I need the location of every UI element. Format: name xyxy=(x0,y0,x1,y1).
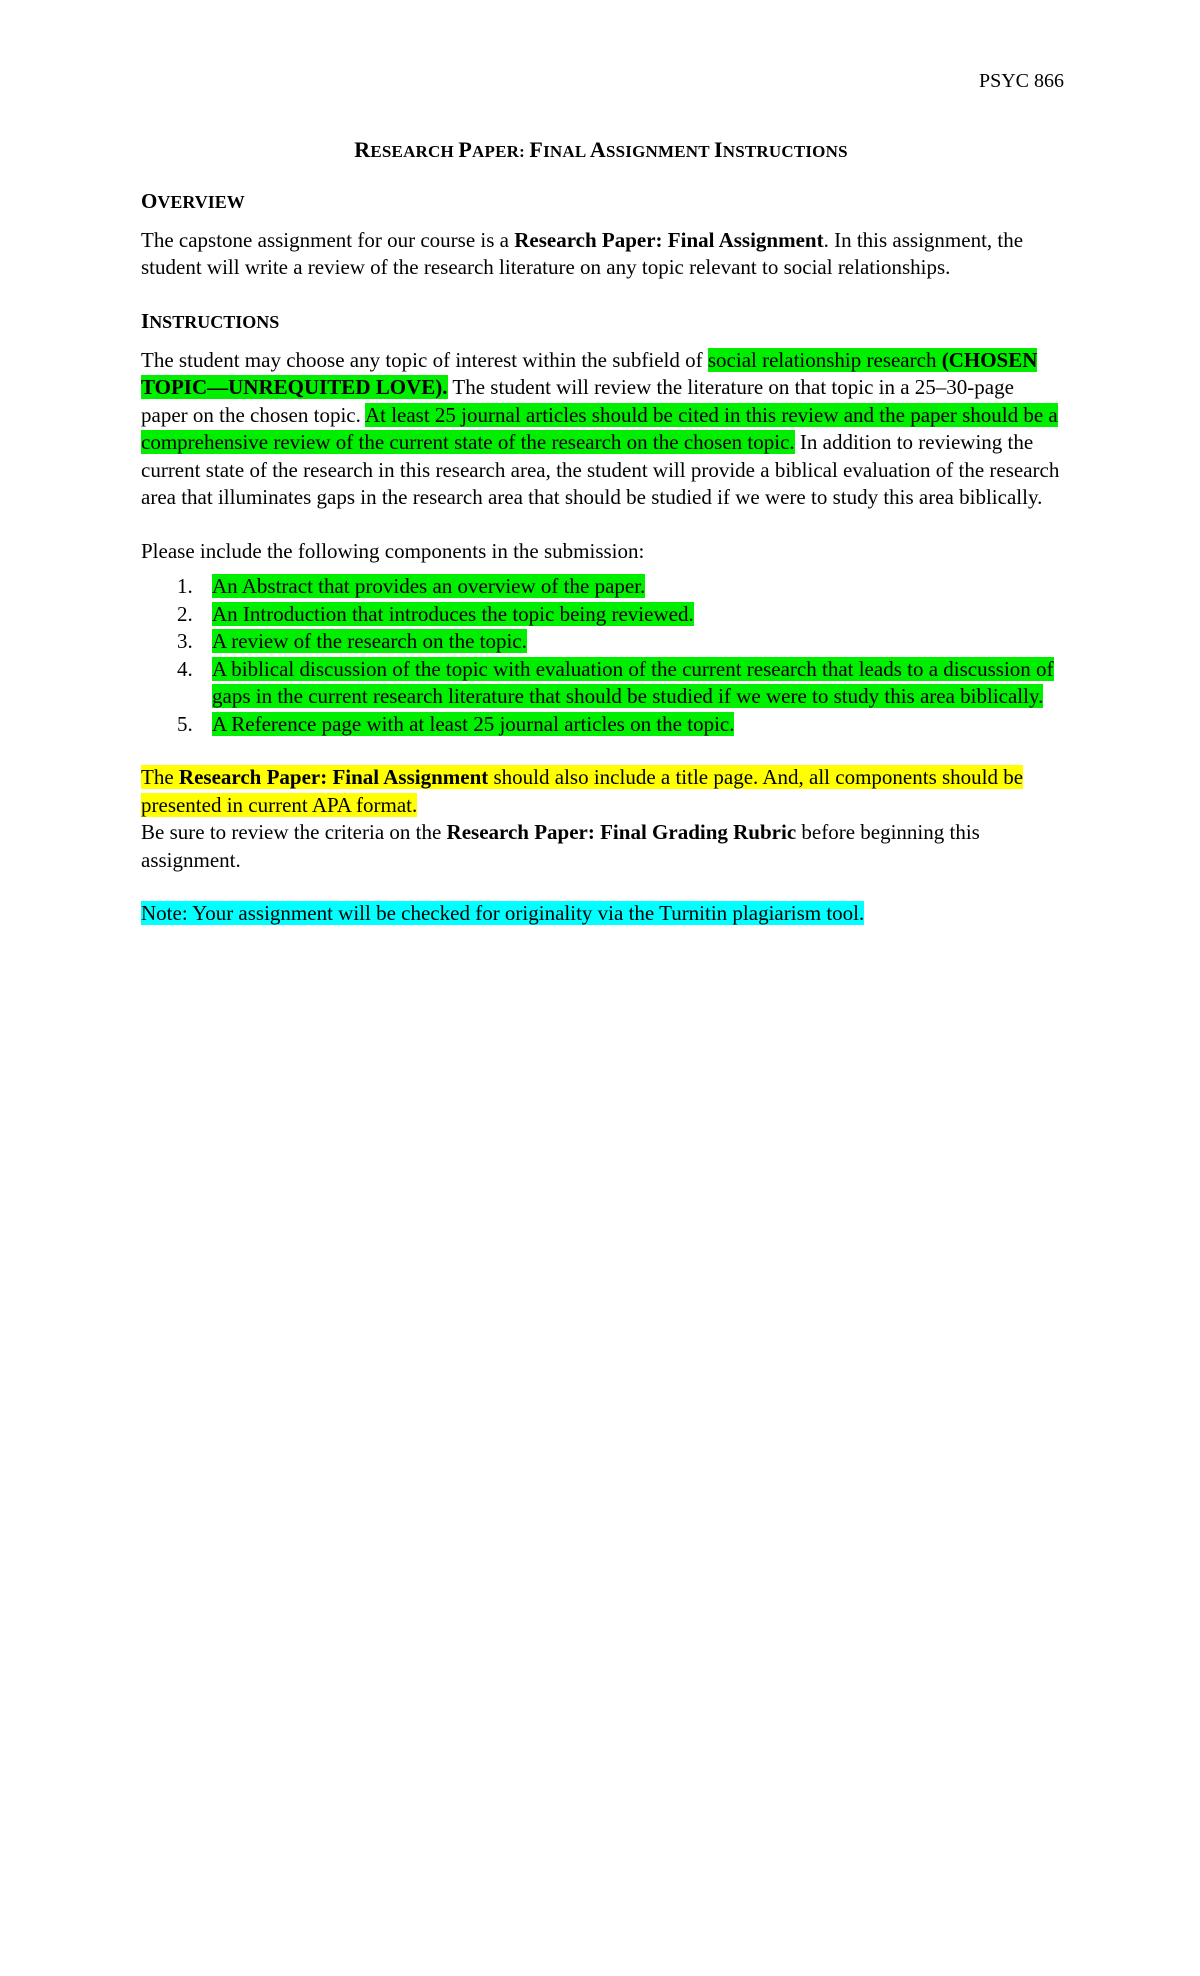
turnitin-note: Note: Your assignment will be checked for originality via the Turnitin plagiarism tool. xyxy=(141,901,865,925)
list-item: 1. An Abstract that provides an overview of the paper. xyxy=(177,574,646,598)
rubric-note: Be sure to review the criteria on the Research Paper: Final Grading Rubric before beginning this assignment. xyxy=(141,820,980,872)
course-code: PSYC 866 xyxy=(978,70,1064,92)
document-title: RESEARCH PAPER: FINAL ASSIGNMENT INSTRUCTIONS xyxy=(354,137,848,162)
document-body xyxy=(141,136,1061,928)
list-item: 3. A review of the research on the topic. xyxy=(177,629,527,653)
components-intro: Please include the following components in the submission: xyxy=(141,538,645,563)
title-page-note: The Research Paper: Final Assignment should also include a title page. And, all components should be presented in current APA format. xyxy=(141,765,1024,817)
list-item: 5. A Reference page with at least 25 journal articles on the topic. xyxy=(177,711,735,736)
list-item: 2. An Introduction that introduces the topic being reviewed. xyxy=(177,601,694,626)
instructions-heading: INSTRUCTIONS xyxy=(141,308,280,333)
components-list xyxy=(141,573,1061,738)
overview-paragraph: The capstone assignment for our course is a Research Paper: Final Assignment. In this assignment, the student will write a review of the research literature on any topic relevant to social relationships. xyxy=(141,227,1024,279)
list-item: 4. A biblical discussion of the topic with evaluation of the current research that leads to a discussion of gaps in the current research literature that should be studied if we were to study this area biblically. xyxy=(177,656,1054,708)
instructions-paragraph: The student may choose any topic of interest within the subfield of social relationship research (CHOSEN TOPIC—UNREQUITED LOVE). The student will review the literature on that topic in a 25–30-page paper on the chosen topic. At least 25 journal articles should be cited in this review and the paper should be a comprehensive review of the current state of the research on the chosen topic. In addition to reviewing the current state of the research in this research area, the student will provide a biblical evaluation of the research area that illuminates gaps in the research area that should be studied if we were to study this area biblically. xyxy=(141,347,1060,509)
overview-heading: OVERVIEW xyxy=(141,188,245,213)
